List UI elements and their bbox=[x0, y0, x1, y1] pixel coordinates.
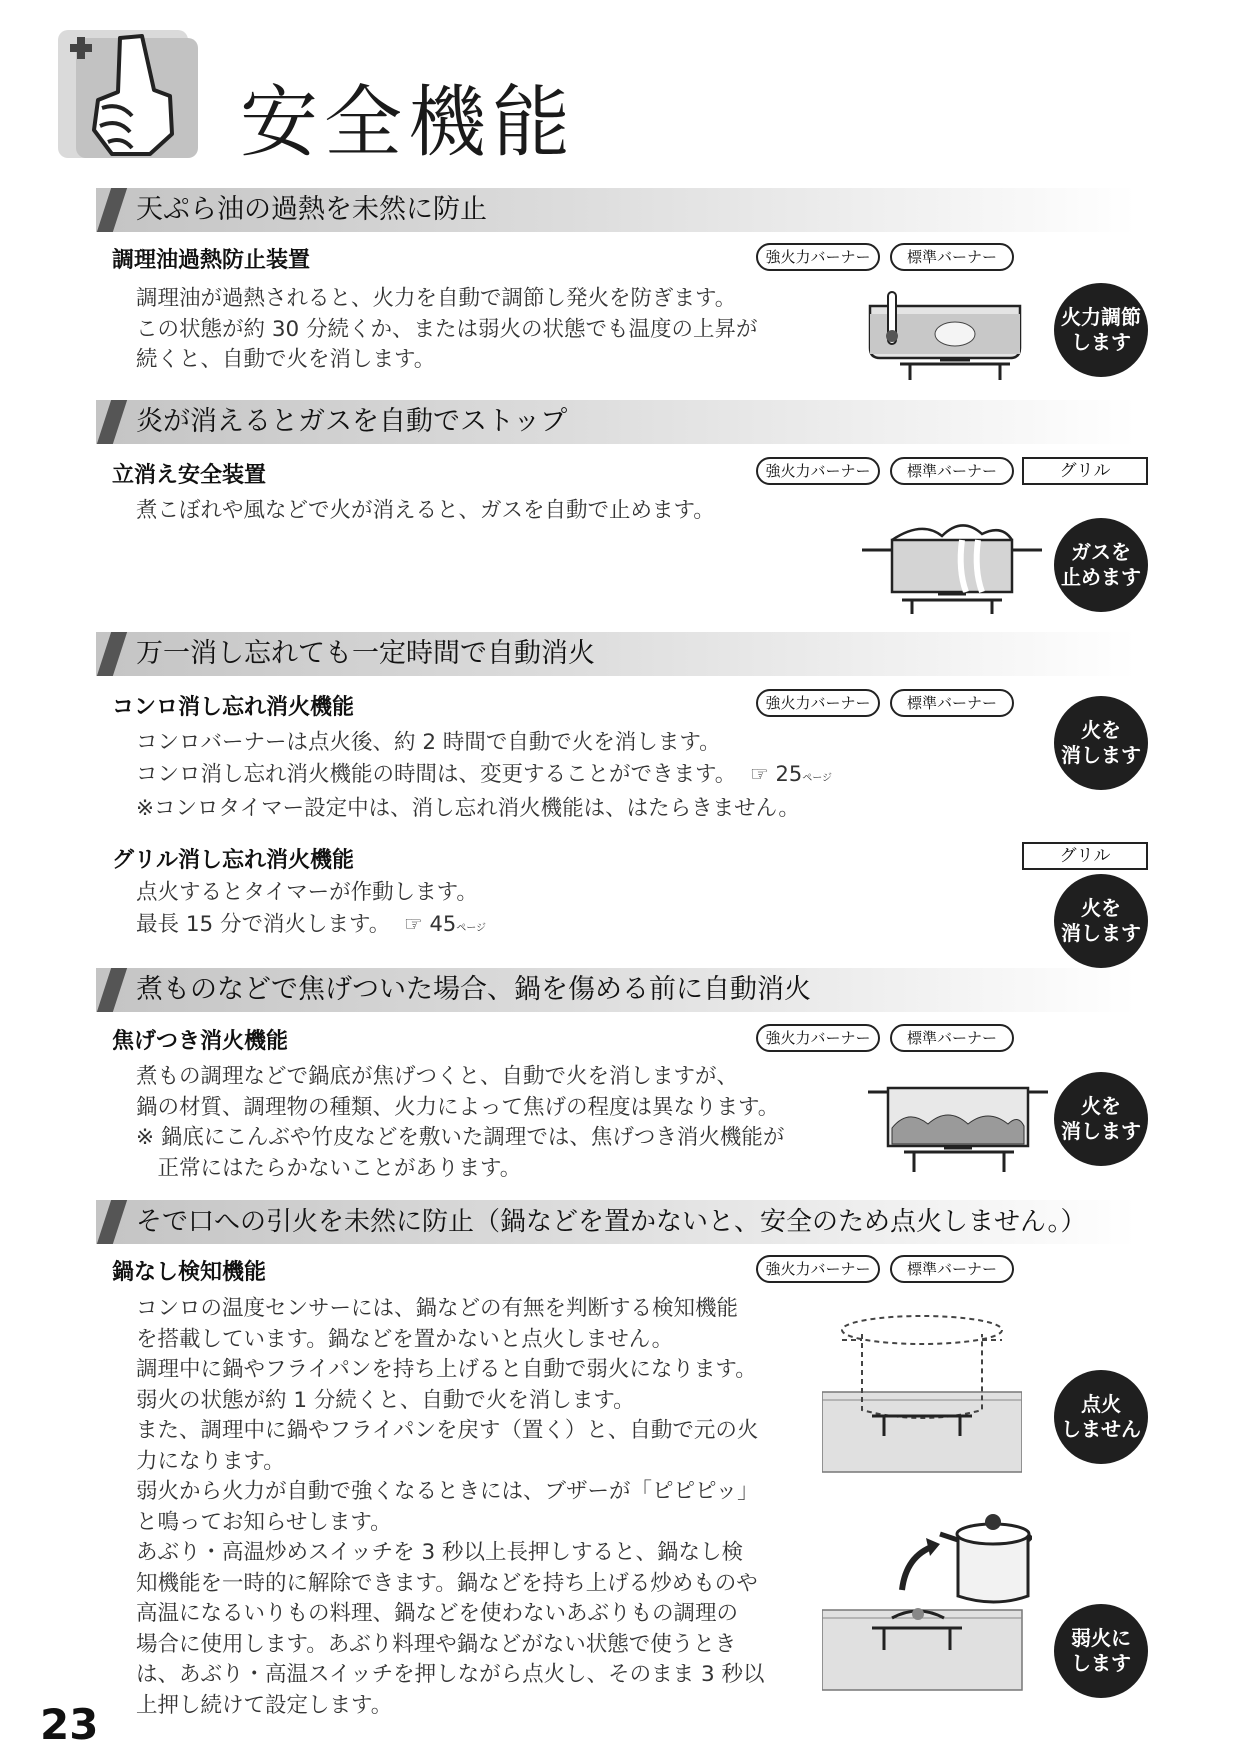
status-badge: 弱火に します bbox=[1054, 1604, 1148, 1698]
tag-strong-burner: 強火力バーナー bbox=[756, 1255, 880, 1283]
subsection-title: コンロ消し忘れ消火機能 bbox=[112, 695, 355, 720]
tag-standard-burner: 標準バーナー bbox=[890, 1024, 1014, 1052]
page-reference: ☞ 25 bbox=[749, 761, 803, 786]
status-badge: 火を 消します bbox=[1054, 1072, 1148, 1166]
tag-standard-burner: 標準バーナー bbox=[890, 457, 1014, 485]
status-badge: 点火 しません bbox=[1054, 1370, 1148, 1464]
tag-standard-burner: 標準バーナー bbox=[890, 243, 1014, 271]
section-title: 煮ものなどで焦げついた場合、鍋を傷める前に自動消火 bbox=[136, 974, 811, 1005]
tag-strong-burner: 強火力バーナー bbox=[756, 243, 880, 271]
oil-pot-illustration bbox=[860, 286, 1040, 386]
subsection-title: 鍋なし検知機能 bbox=[112, 1260, 267, 1285]
tag-standard-burner: 標準バーナー bbox=[890, 689, 1014, 717]
page-title: 安全機能 bbox=[240, 78, 577, 168]
tag-grill: グリル bbox=[1022, 457, 1148, 485]
boiling-pot-illustration bbox=[862, 510, 1042, 620]
subsection-title: グリル消し忘れ消火機能 bbox=[112, 848, 355, 873]
no-pot-stove-illustration bbox=[822, 1310, 1022, 1490]
body-text: 調理油が過熱されると、火力を自動で調節し発火を防ぎます。 この状態が約 30 分続くか、または弱火の状態でも温度の上昇が 続くと、自動で火を消します。 bbox=[136, 286, 758, 372]
subsection-title: 焦げつき消火機能 bbox=[112, 1029, 289, 1054]
lifted-pot-stove-illustration bbox=[822, 1500, 1032, 1700]
tag-standard-burner: 標準バーナー bbox=[890, 1255, 1014, 1283]
status-badge: 火力調節 します bbox=[1054, 283, 1148, 377]
tag-strong-burner: 強火力バーナー bbox=[756, 1024, 880, 1052]
body-text: コンロバーナーは点火後、約 2 時間で自動で火を消します。 コンロ消し忘れ消火機能の時間は、変更することができます。 ☞ 25ページ ※コンロタイマー設定中は、消し忘れ消火機能は、はたらきません。 bbox=[136, 730, 833, 821]
section-title: 炎が消えるとガスを自動でストップ bbox=[136, 406, 568, 437]
section-title: 天ぷら油の過熱を未然に防止 bbox=[136, 194, 487, 225]
body-text: 点火するとタイマーが作動します。 最長 15 分で消火します。 ☞ 45ページ bbox=[136, 880, 487, 937]
page-number: 23 bbox=[40, 1700, 99, 1749]
status-badge: 火を 消します bbox=[1054, 696, 1148, 790]
section-title: そで口への引火を未然に防止（鍋などを置かないと、安全のため点火しません。） bbox=[136, 1207, 1087, 1237]
body-text: 煮こぼれや風などで火が消えると、ガスを自動で止めます。 bbox=[136, 498, 715, 523]
status-badge: ガスを 止めます bbox=[1054, 518, 1148, 612]
tag-grill: グリル bbox=[1022, 842, 1148, 870]
status-badge: 火を 消します bbox=[1054, 874, 1148, 968]
scorched-pot-illustration bbox=[868, 1078, 1048, 1178]
body-text: コンロの温度センサーには、鍋などの有無を判断する検知機能 を搭載しています。鍋などを置かないと点火しません。 調理中に鍋やフライパンを持ち上げると自動で弱火になります。 弱火の状態が約 1 分続くと、自動で火を消します。 また、調理中に鍋やフライパンを戻す（置く）と、自動で元の火 力になります。 弱火から火力が自動で強くなるときには、ブザーが「ピピピッ」 と鳴ってお知らせします。 あぶり・高温炒めスイッチを 3 秒以上長押しすると、鍋なし検 知機能を一時的に解除できます。鍋などを持ち上げる炒めものや 高温になるいりもの料理、鍋などを使わないあぶりもの調理の 場合に使用します。あぶり料理や鍋などがない状態で使うとき は、あぶり・高温スイッチを押しながら点火し、そのまま 3 秒以 上押し続けて設定します。 bbox=[136, 1296, 765, 1718]
pointing-hand-icon bbox=[58, 30, 208, 160]
body-text: 煮もの調理などで鍋底が焦げつくと、自動で火を消しますが、 鍋の材質、調理物の種類、火力によって焦げの程度は異なります。 ※ 鍋底にこんぶや竹皮などを敷いた調理では、焦げつき消火機能が 正常にはたらかないことがあります。 bbox=[136, 1064, 785, 1181]
subsection-title: 立消え安全装置 bbox=[112, 463, 267, 488]
subsection-title: 調理油過熱防止装置 bbox=[112, 248, 311, 273]
section-title: 万一消し忘れても一定時間で自動消火 bbox=[136, 638, 595, 669]
tag-strong-burner: 強火力バーナー bbox=[756, 689, 880, 717]
tag-strong-burner: 強火力バーナー bbox=[756, 457, 880, 485]
page-reference: ☞ 45 bbox=[403, 911, 457, 936]
